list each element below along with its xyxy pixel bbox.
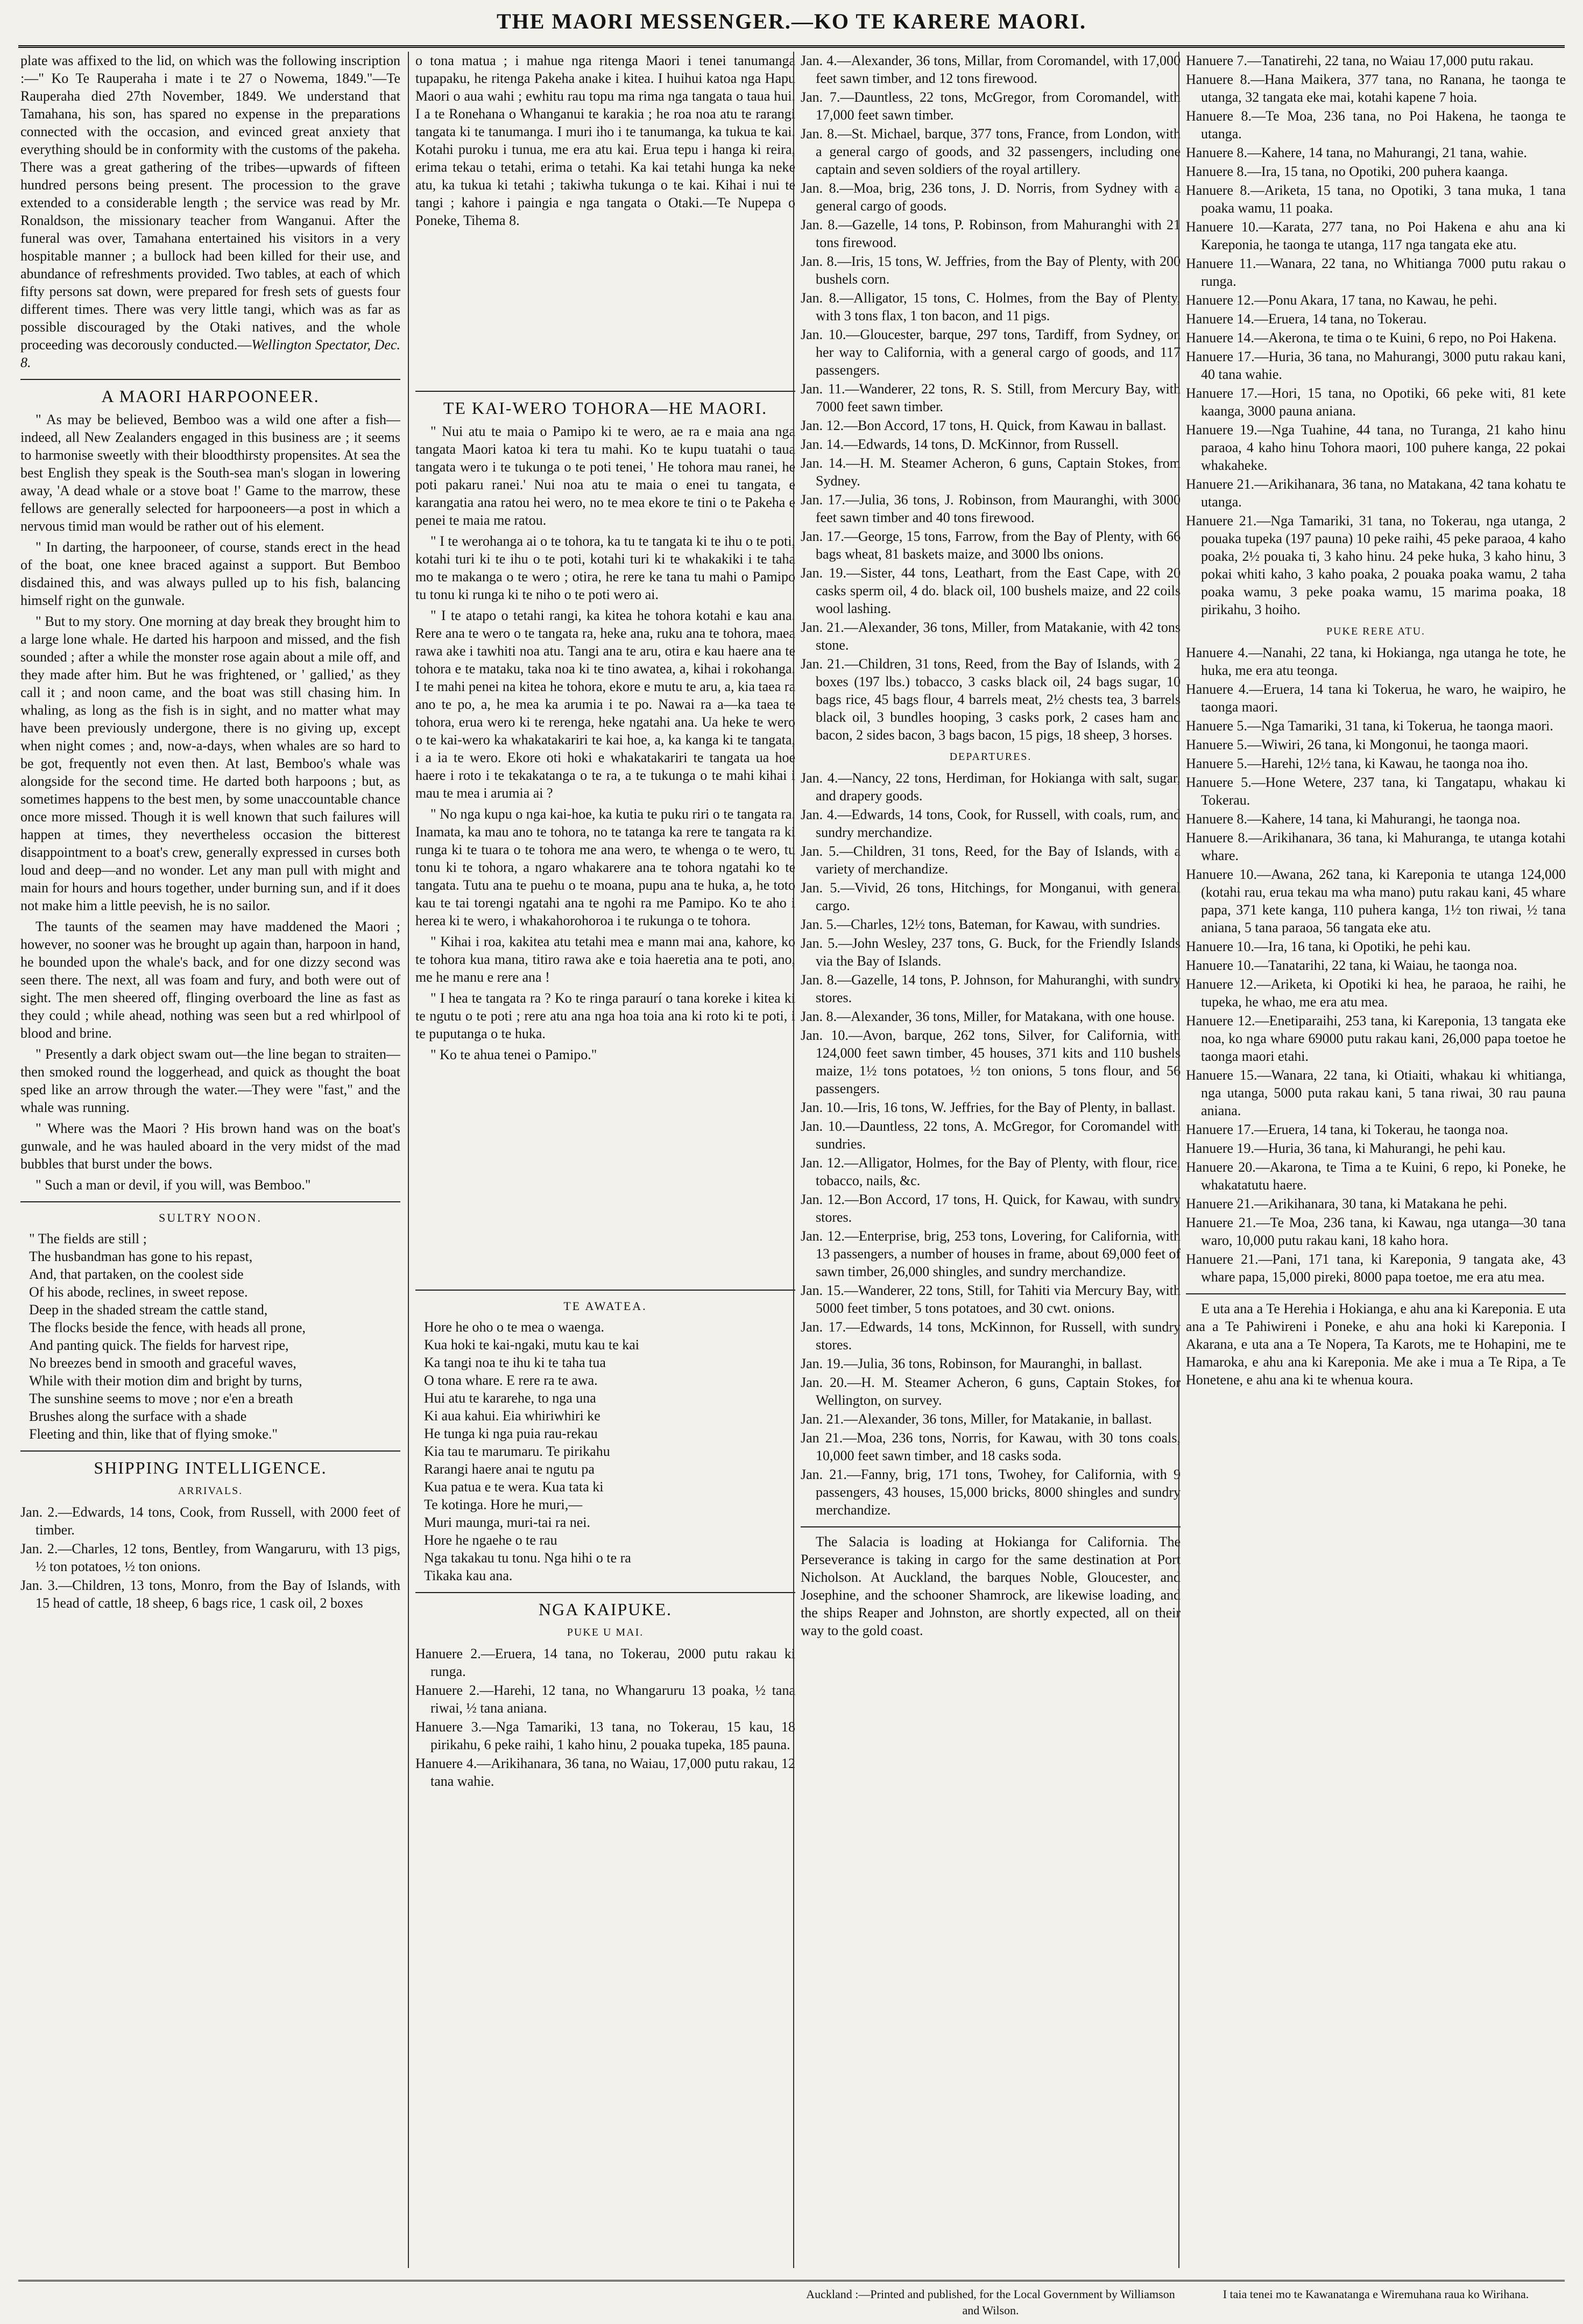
paragraph: " I te atapo o tetahi rangi, ka kitea he tohora kotahi e kau ana. Rere ana te wero o te tangata ra, heke ana, ruku ana te tohora, maea rawa ake i tawhiti noa atu. Tangi ana te aru, otira e kau haere ana te tohora e te mataku, taka noa ki te tino awatea, a, kihai i rokohanga. I te mahi penei na kitea he tohora, ekore e mutu te aru, a, kia taea ra ano te po, a, he mea ka arumia i te po. Nawai ra a—ka taea te tohora, erua wero ki te rerenga, heke ngatahi ana. Ua heke te wero o te kai-wero ka whakatakariri te kai hoe, a, ka kanga ki te tangata, i a ia te wero. Ekore oti hoki e whakatakariri te tangata ua hoe haere i roto i te tekakatanga o te ra, a te tukunga o te mahi kihai i mau te mea i arumia ai ? bbox=[415, 608, 795, 801]
shipping-entry: Jan. 21.—Children, 31 tons, Reed, from the Bay of Islands, with 2 boxes (197 lbs.) tobacco, 3 casks black oil, 24 bags sugar, 10 bags rice, 45 bags flour, 4 barrels meat, 2½ chests tea, 3 barrels black oil, 3 bundles hooping, 3 casks pork, 2 cases ham and bacon, 2 sides bacon, 3 bags bacon, 15 pigs, 18 sheep, 3 horses. bbox=[801, 656, 1181, 743]
shipping-entry: Jan. 5.—John Wesley, 237 tons, G. Buck, for the Friendly Islands via the Bay of Islands. bbox=[801, 935, 1181, 969]
poem bbox=[29, 1230, 400, 1443]
paragraph: " Presently a dark object swam out—the line began to straiten—then smoked round the loggerhead, and quick as thought the boat sped like an arrow through the water.—They were "fast," and the whale was running. bbox=[20, 1046, 400, 1115]
shipping-entry: Hanuere 4.—Arikihanara, 36 tana, no Waiau, 17,000 putu rakau, 12 tana wahie. bbox=[415, 1756, 795, 1789]
poem-line: While with their motion dim and bright by turns, bbox=[29, 1373, 302, 1389]
shipping-entry: Jan. 5.—Children, 31 tons, Reed, for the Bay of Islands, with a variety of merchandize. bbox=[801, 843, 1181, 877]
poem bbox=[424, 1318, 795, 1584]
poem-line: Tikaka kau ana. bbox=[424, 1568, 513, 1583]
shipping-entry: Jan. 8.—Alexander, 36 tons, Miller, for Matakana, with one house. bbox=[801, 1009, 1175, 1024]
imprint-english: Auckland :—Printed and published, for the Local Government by Williamson and Wilson. bbox=[806, 2287, 1175, 2317]
shipping-entry: Jan. 8.—Gazelle, 14 tons, P. Johnson, for Mahuranghi, with sundry stores. bbox=[801, 972, 1181, 1005]
section-title: NGA KAIPUKE. bbox=[539, 1600, 672, 1619]
column-separator bbox=[1178, 52, 1179, 2268]
shipping-entry: Hanuere 5.—Nga Tamariki, 31 tana, ki Tokerua, he taonga maori. bbox=[1186, 718, 1553, 734]
divider bbox=[1186, 1293, 1566, 1294]
shipping-note: E uta ana a Te Herehia i Hokianga, e ahu ana ki Kareponia. E uta ana a Te Pahiwireni i Poneke, e ahu ana hoki ki Kareponia. I Akarana, e uta ana a Te Nopera, Ta Karots, me te Hohapini, me te Hamaroka, e ahu ana ki Kareponia. Me ake i mua a Te Ripa, a Te Honetene, e ahu ana ki te whenua koura. bbox=[1186, 1301, 1566, 1388]
shipping-entry: Jan. 8.—Moa, brig, 236 tons, J. D. Norris, from Sydney with a general cargo of goods. bbox=[801, 180, 1181, 214]
poem-line: Brushes along the surface with a shade bbox=[29, 1409, 247, 1424]
shipping-entry: Jan 21.—Moa, 236 tons, Norris, for Kawau, with 30 tons coals, 10,000 feet sawn timber, and 18 casks soda. bbox=[801, 1430, 1181, 1463]
shipping-entry: Jan. 12.—Alligator, Holmes, for the Bay of Plenty, with flour, rice, tobacco, nails, &c. bbox=[801, 1155, 1181, 1188]
masthead: THE MAORI MESSENGER.—KO TE KARERE MAORI. bbox=[496, 9, 1087, 33]
shipping-entry: Hanuere 8.—Kahere, 14 tana, ki Mahurangi, he taonga noa. bbox=[1186, 811, 1521, 827]
shipping-entry: Jan. 19.—Sister, 44 tons, Leathart, from the East Cape, with 20 casks sperm oil, 4 do. black oil, 100 bushels maize, and 22 coils wool lashing. bbox=[801, 565, 1181, 616]
masthead-rule bbox=[18, 45, 1565, 48]
poem-line: And, that partaken, on the coolest side bbox=[29, 1266, 244, 1282]
shipping-entry: Jan. 10.—Gloucester, barque, 297 tons, Tardiff, from Sydney, on her way to California, with a general cargo of goods, and 117 passengers. bbox=[801, 327, 1181, 378]
shipping-entry: Jan. 5.—Vivid, 26 tons, Hitchings, for Monganui, with general cargo. bbox=[801, 880, 1181, 913]
shipping-entry: Jan. 12.—Bon Accord, 17 tons, H. Quick, for Kawau, with sundry stores. bbox=[801, 1192, 1181, 1225]
column-separator bbox=[793, 52, 794, 2268]
shipping-entry: Hanuere 3.—Nga Tamariki, 13 tana, no Tokerau, 15 kau, 18 pirikahu, 6 peke raihi, 1 kaho hinu, 2 pouaka tupeka, 185 pauna. bbox=[415, 1719, 795, 1752]
shipping-entry: Jan. 11.—Wanderer, 22 tons, R. S. Still, from Mercury Bay, with 7000 feet sawn timber. bbox=[801, 381, 1181, 414]
shipping-entry: Jan. 12.—Enterprise, brig, 253 tons, Lovering, for California, with 13 passengers, a number of houses in frame, about 69,000 feet of sawn timber, 26,000 shingles, and sundry merchandize. bbox=[801, 1228, 1181, 1279]
shipping-entry: Hanuere 12.—Enetiparaihi, 253 tana, ki Kareponia, 13 tangata eke noa, ko nga whare 69000 putu rakau kani, 26,000 papa toetoe he taonga maori etahi. bbox=[1186, 1013, 1566, 1064]
shipping-entry: Hanuere 10.—Karata, 277 tana, no Poi Hakena e ahu ana ki Kareponia, he taonga te utanga, 117 nga tangata eke atu. bbox=[1186, 219, 1566, 252]
shipping-entry: Jan. 10.—Iris, 16 tons, W. Jeffries, for the Bay of Plenty, in ballast. bbox=[801, 1100, 1176, 1115]
poem-line: He tunga ki nga puia rau-rekau bbox=[424, 1426, 598, 1441]
divider bbox=[415, 1592, 795, 1593]
shipping-entry: Hanuere 21.—Nga Tamariki, 31 tana, no Tokerau, nga utanga, 2 pouaka tupeka (197 pauna) 10 peke raihi, 45 peke paraoa, 4 kaho poaka, 2½ pouaka ti, 3 kaho hinu. 24 peke huka, 3 kaho hinu, 3 pokai whiti kaho, 3 kaho poaka, 2 pouaka poaka wamu, 2 taha poaka wamu, 3 peke poaka wamu, 15 marima poaka, 18 pirikahu, 3 hoiho. bbox=[1186, 513, 1566, 617]
shipping-entry: Jan. 12.—Bon Accord, 17 tons, H. Quick, from Kawau in ballast. bbox=[801, 418, 1167, 433]
shipping-entry: Hanuere 15.—Wanara, 22 tana, ki Otiaiti, whakau ki whitianga, nga utanga, 5000 puta rakau kani, 5 tana riwai, 30 rau pauna aniana. bbox=[1186, 1067, 1566, 1118]
poem-line: The sunshine seems to move ; nor e'en a breath bbox=[29, 1391, 293, 1406]
poem-line: Ki aua kahui. Eia whiriwhiri ke bbox=[424, 1408, 600, 1424]
shipping-entry: Hanuere 10.—Awana, 262 tana, ki Kareponia te utanga 124,000 (kotahi rau, erua tekau ma wha mano) putu rakau kani, 45 whare papa, 371 kete kanga, 110 puhera kanga, 1½ ton riwai, ½ tana aniana, 5 tana paraoa, 56 tangata eke atu. bbox=[1186, 867, 1566, 935]
poem-line: Deep in the shaded stream the cattle stand, bbox=[29, 1302, 268, 1318]
divider bbox=[415, 1290, 795, 1291]
shipping-entry: Jan. 17.—George, 15 tons, Farrow, from the Bay of Plenty, with 66 bags wheat, 81 baskets maize, and 3000 lbs onions. bbox=[801, 529, 1181, 562]
poem-line: Ka tangi noa te ihu ki te taha tua bbox=[424, 1355, 606, 1370]
subsection-label: PUKE U MAI. bbox=[567, 1626, 644, 1638]
paragraph: " I te werohanga ai o te tohora, ka tu te tangata ki te ihu o te poti, kotahi turi ki te ihu o te poti, kotahi turi ki te whakakiki i te taha mo te makanga o te wero ; otira, he rere ke tana tu mahi o Pamipo tu tonu ki runga ki te niho o te poti wero ai. bbox=[415, 533, 795, 602]
shipping-entry: Hanuere 17.—Hori, 15 tana, no Opotiki, 66 peke witi, 81 kete kaanga, 3000 pauna aniana. bbox=[1186, 385, 1566, 419]
paragraph: The taunts of the seamen may have maddened the Maori ; however, no sooner was he brought up again than, harpoon in hand, he bounded upon the whale's back, and for one dizzy second was seen there. The next, all was foam and fury, and both were out of sight. The men sheered off, flinging overboard the line as fast as they could ; while ahead, nothing was seen but a red whirlpool of blood and brine. bbox=[20, 919, 400, 1041]
shipping-entry: Hanuere 14.—Akerona, te tima o te Kuini, 6 repo, no Poi Hakena. bbox=[1186, 330, 1557, 346]
poem-line: The flocks beside the fence, with heads all prone, bbox=[29, 1320, 306, 1335]
shipping-entry: Hanuere 10.—Ira, 16 tana, ki Opotiki, he pehi kau. bbox=[1186, 939, 1471, 954]
shipping-entry: Jan. 4.—Edwards, 14 tons, Cook, for Russell, with coals, rum, and sundry merchandize. bbox=[801, 807, 1181, 840]
paragraph: " Kihai i roa, kakitea atu tetahi mea e mann mai ana, kahore, ko te tohora kua mana, titiro rawa ake e toia haeretia ana te poti, ano, me he manu e rere ana ! bbox=[415, 934, 795, 985]
poem-line: Kua patua e te wera. Kua tata ki bbox=[424, 1479, 604, 1495]
shipping-entry: Hanuere 21.—Arikihanara, 30 tana, ki Matakana he pehi. bbox=[1186, 1196, 1508, 1212]
shipping-entry: Jan. 14.—Edwards, 14 tons, D. McKinnor, from Russell. bbox=[801, 436, 1119, 452]
article-text: plate was affixed to the lid, on which was the following inscription :—" Ko Te Rauperaha i mate i te 27 o Nowema, 1849."—Te Rauperaha died 27th November, 1849. We understand that Tamahana, his son, has spared no expense in the preparations connected with the occasion, and evinced great anxiety that everything should be in conformity with the customs of the pakeha. There was a great gathering of the tribes—upwards of fifteen hundred persons being present. The procession to the grave extended to a considerable length ; the service was read by Mr. Ronaldson, the missionary teacher from Wanganui. After the funeral was over, Tamahana entertained his visitors in a very hospitable manner ; a bullock had been killed for their use, and abundance of refreshments provided. Two tables, at each of which fifty persons sat down, were prepared for fresh sets of guests four different times. There was very little tangi, which was as far as possible discouraged by the Otaki natives, and the whole proceeding was decorously conducted.—Wellington Spectator, Dec. 8. bbox=[20, 53, 400, 370]
shipping-entry: Hanuere 11.—Wanara, 22 tana, no Whitianga 7000 putu rakau o runga. bbox=[1186, 256, 1566, 289]
poem-line: The husbandman has gone to his repast, bbox=[29, 1249, 253, 1264]
article-title: TE KAI-WERO TOHORA—HE MAORI. bbox=[443, 398, 768, 418]
shipping-entry: Hanuere 8.—Arikihanara, 36 tana, ki Mahuranga, te utanga kotahi whare. bbox=[1186, 830, 1566, 863]
divider bbox=[801, 1526, 1181, 1527]
paragraph: " As may be believed, Bemboo was a wild one after a fish—indeed, all New Zealanders engaged in this business are ; it seems to harmonise sweetly with their bloodthirsty propensites. At sea the best English they speak is the South-sea man's slogan in lowering away, 'A dead whale or a stove boat !' Game to the marrow, these fellows are generally selected for harpooneers—a post in which a nervous timid man would be rather out of his element. bbox=[20, 412, 400, 534]
imprint-maori: I taia tenei mo te Kawanatanga e Wiremuhana raua ko Wirihana. bbox=[1222, 2287, 1529, 2301]
poem-line: Of his abode, reclines, in sweet repose. bbox=[29, 1284, 248, 1300]
shipping-entry: Hanuere 21.—Te Moa, 236 tana, ki Kawau, nga utanga—30 tana waro, 10,000 putu rakau kani, 18 kaho hora. bbox=[1186, 1215, 1566, 1248]
poem-line: Hore he ngaehe o te rau bbox=[424, 1532, 557, 1548]
shipping-entry: Hanuere 8.—Kahere, 14 tana, no Mahurangi, 21 tana, wahie. bbox=[1186, 145, 1527, 160]
shipping-entry: Hanuere 8.—Te Moa, 236 tana, no Poi Hakena, he taonga te utanga. bbox=[1186, 108, 1566, 142]
shipping-entry: Hanuere 21.—Pani, 171 tana, ki Kareponia, 9 tangata ake, 43 whare papa, 15,000 pireki, 8000 papa toetoe, me era atu mea. bbox=[1186, 1251, 1566, 1285]
shipping-entry: Jan. 15.—Wanderer, 22 tons, Still, for Tahiti via Mercury Bay, with 5000 feet timber, 5 tons potatoes, and 30 cwt. onions. bbox=[801, 1283, 1181, 1316]
shipping-entry: Hanuere 8.—Ariketa, 15 tana, no Opotiki, 3 tana muka, 1 tana poaka wamu, 11 poaka. bbox=[1186, 182, 1566, 216]
shipping-note: The Salacia is loading at Hokianga for California. The Perseverance is taking in cargo for the same destination at Port Nicholson. At Auckland, the barques Noble, Gloucester, and Josephine, and the schooner Shamrock, are likewise loading, and the ships Reaper and Johnston, are shortly expected, all on their way to the gold coast. bbox=[801, 1534, 1181, 1638]
shipping-entry: Hanuere 2.—Eruera, 14 tana, no Tokerau, 2000 putu rakau ki runga. bbox=[415, 1646, 795, 1679]
shipping-entry: Hanuere 7.—Tanatirehi, 22 tana, no Waiau 17,000 putu rakau. bbox=[1186, 53, 1534, 68]
shipping-entry: Hanuere 19.—Nga Tuahine, 44 tana, no Turanga, 21 kaho hinu paraoa, 4 kaho hinu Tohora maori, 100 puhere kanga, 22 pokai whakaheke. bbox=[1186, 422, 1566, 473]
paragraph: " Ko te ahua tenei o Pamipo." bbox=[430, 1047, 597, 1062]
shipping-entry: Jan. 4.—Alexander, 36 tons, Millar, from Coromandel, with 17,000 feet sawn timber, and 12 tons firewood. bbox=[801, 53, 1181, 86]
shipping-entry: Jan. 8.—St. Michael, barque, 377 tons, France, from London, with a general cargo of goods, and 32 passengers, including one captain and seven soldiers of the royal artillery. bbox=[801, 126, 1181, 177]
poem-line: O tona whare. E rere ra te awa. bbox=[424, 1372, 598, 1388]
poem-line: Fleeting and thin, like that of flying smoke." bbox=[29, 1426, 278, 1442]
subsection-label: PUKE RERE ATU. bbox=[1326, 625, 1426, 637]
poem-line: Rarangi haere anai te ngutu pa bbox=[424, 1461, 595, 1477]
shipping-entry: Jan. 5.—Charles, 12½ tons, Bateman, for Kawau, with sundries. bbox=[801, 917, 1161, 932]
shipping-entry: Jan. 8.—Gazelle, 14 tons, P. Robinson, from Mahuranghi with 21 tons firewood. bbox=[801, 217, 1181, 250]
shipping-entry: Jan. 8.—Iris, 15 tons, W. Jeffries, from the Bay of Plenty, with 200 bushels corn. bbox=[801, 253, 1181, 287]
poem-line: Kua hoki te kai-ngaki, mutu kau te kai bbox=[424, 1337, 640, 1353]
shipping-entry: Hanuere 17.—Huria, 36 tana, no Mahurangi, 3000 putu rakau kani, 40 tana wahie. bbox=[1186, 349, 1566, 382]
poem-line: Hui atu te kararehe, to nga una bbox=[424, 1390, 596, 1406]
subsection-label: ARRIVALS. bbox=[178, 1485, 243, 1497]
shipping-entry: Jan. 3.—Children, 13 tons, Monro, from the Bay of Islands, with 15 head of cattle, 18 sheep, 6 bags rice, 1 cask oil, 2 boxes bbox=[20, 1577, 400, 1611]
shipping-entry: Hanuere 12.—Ariketa, ki Opotiki ki hea, he paraoa, he raihi, he tupeka, he whao, me era atu mea. bbox=[1186, 976, 1566, 1010]
column-1 bbox=[20, 52, 400, 2264]
article-text: o tona matua ; i mahue nga ritenga Maori i tenei tanumanga tupapaku, he ritenga Pakeha anake i kitea. I huihui katoa nga Hapu Maori o aua wahi ; ewhitu rau topu ma rima nga tangata o taua hui. I a te Ronehana o Whanganui te karakia ; he roa noa atu te rarangi tangata ki te tanumanga. I muri iho i te tanumanga, ka tukua te kai. Kotahi puroku i tunua, me era atu kai. Erua tepu i hanga ki reira, erima tekau o tetahi, erima o tetahi. Ka kai tetahi hunga ka neke atu, ka tukua ki tetahi ; takiwha tukunga o te kai. Kihai i nui te tangi ; kahore i paingia e nga tangata o Otaki.—Te Nupepa o Poneke, Tihema 8. bbox=[415, 53, 795, 228]
poem-title: TE AWATEA. bbox=[563, 1299, 647, 1313]
poem-line: No breezes bend in smooth and graceful waves, bbox=[29, 1355, 296, 1371]
shipping-entry: Jan. 17.—Julia, 36 tons, J. Robinson, from Mauranghi, with 3000 feet sawn timber and 40 tons firewood. bbox=[801, 492, 1181, 525]
shipping-entry: Hanuere 8.—Hana Maikera, 377 tana, no Ranana, he taonga te utanga, 32 tangata eke mai, kotahi kapene 7 hoia. bbox=[1186, 72, 1566, 105]
article-title: A MAORI HARPOONEER. bbox=[101, 386, 320, 406]
subsection-label: DEPARTURES. bbox=[949, 751, 1032, 763]
column-separator bbox=[408, 52, 409, 2268]
shipping-entry: Jan. 4.—Nancy, 22 tons, Herdiman, for Hokianga with salt, sugar, and drapery goods. bbox=[801, 770, 1181, 804]
poem-title: SULTRY NOON. bbox=[158, 1211, 263, 1224]
poem-line: Kia tau te marumaru. Te pirikahu bbox=[424, 1443, 610, 1459]
shipping-entry: Hanuere 10.—Tanatarihi, 22 tana, ki Waiau, he taonga noa. bbox=[1186, 957, 1517, 973]
column-2 bbox=[415, 52, 795, 2264]
shipping-entry: Hanuere 17.—Eruera, 14 tana, ki Tokerau, he taonga noa. bbox=[1186, 1122, 1509, 1137]
divider bbox=[20, 379, 400, 380]
shipping-entry: Jan. 19.—Julia, 36 tons, Robinson, for Mauranghi, in ballast. bbox=[801, 1356, 1142, 1371]
shipping-entry: Jan. 10.—Dauntless, 22 tons, A. McGregor, for Coromandel with sundries. bbox=[801, 1118, 1181, 1152]
divider bbox=[20, 1450, 400, 1452]
poem-line: " The fields are still ; bbox=[29, 1231, 147, 1246]
divider bbox=[415, 391, 795, 392]
shipping-entry: Jan. 21.—Alexander, 36 tons, Miller, for Matakanie, in ballast. bbox=[801, 1411, 1152, 1427]
shipping-entry: Jan. 2.—Edwards, 14 tons, Cook, from Russell, with 2000 feet of timber. bbox=[20, 1504, 400, 1538]
shipping-entry: Hanuere 5.—Harehi, 12½ tana, ki Kawau, he taonga noa iho. bbox=[1186, 756, 1529, 771]
shipping-entry: Hanuere 21.—Arikihanara, 36 tana, no Matakana, 42 tana kohatu te utanga. bbox=[1186, 476, 1566, 510]
shipping-entry: Jan. 7.—Dauntless, 22 tons, McGregor, from Coromandel, with 17,000 feet sawn timber. bbox=[801, 89, 1181, 123]
shipping-entry: Hanuere 4.—Eruera, 14 tana ki Tokerua, he waro, he waipiro, he taonga maori. bbox=[1186, 681, 1566, 715]
paragraph: " But to my story. One morning at day break they brought him to a large lone whale. He darted his harpoon and missed, and the fish sounded ; after a while the monster rose again about a mile off, and they made after him. But he was frightened, or ' gallied,' as they call it ; and noon came, and the boat was still chasing him. In whaling, as long as the fish is in sight, and no matter what may have been previously undergone, there is no giving up, except when night comes ; and, now-a-days, when whales are so hard to be got, frequently not even then. At last, Bemboo's whale was alongside for the second time. He darted both harpoons ; but, as sometimes happens to the best men, by some unaccountable chance once more missed. Though it is well known that such failures will happen at times, they nevertheless occasion the bitterest disappointment to a boat's crew, generally expressed in curses both loud and deep—and no wonder. Let any man pull with might and main for hours and hours together, under burning sun, and if it does not make him a little peevish, he is no sailor. bbox=[20, 614, 400, 913]
shipping-entry: Jan. 17.—Edwards, 14 tons, McKinnon, for Russell, with sundry stores. bbox=[801, 1319, 1181, 1353]
shipping-entry: Jan. 10.—Avon, barque, 262 tons, Silver, for California, with 124,000 feet sawn timber, 45 houses, 371 kits and 110 bushels maize, 1½ tons potatoes, ½ ton onions, 5 tons flour, and 56 passengers. bbox=[801, 1027, 1181, 1096]
shipping-entry: Hanuere 12.—Ponu Akara, 17 tana, no Kawau, he pehi. bbox=[1186, 292, 1497, 308]
shipping-entry: Jan. 21.—Alexander, 36 tons, Miller, from Matakanie, with 42 tons stone. bbox=[801, 619, 1181, 653]
paragraph: " I hea te tangata ra ? Ko te ringa paraurí o tana koreke i kitea ki te ngutu o te poti ; rere atu ana nga hoa toia ana ki roto ki te poti, i te puputanga o te huka. bbox=[415, 990, 795, 1041]
paragraph: " In darting, the harpooneer, of course, stands erect in the head of the boat, one knee braced against a support. But Bemboo disdained this, and was always pulled up to his fish, balancing himself right on the gunwale. bbox=[20, 539, 400, 608]
shipping-entry: Jan. 2.—Charles, 12 tons, Bentley, from Wangaruru, with 13 pigs, ½ ton potatoes, ½ ton onions. bbox=[20, 1541, 400, 1574]
poem-line: And panting quick. The fields for harvest ripe, bbox=[29, 1337, 289, 1353]
divider bbox=[20, 1201, 400, 1202]
footer-rule bbox=[18, 2280, 1565, 2281]
shipping-entry: Hanuere 8.—Ira, 15 tana, no Opotiki, 200 puhera kaanga. bbox=[1186, 164, 1508, 179]
shipping-entry: Hanuere 4.—Nanahi, 22 tana, ki Hokianga, nga utanga he tote, he huka, me era atu teonga. bbox=[1186, 645, 1566, 678]
shipping-entry: Hanuere 19.—Huria, 36 tana, ki Mahurangi, he pehi kau. bbox=[1186, 1140, 1506, 1156]
poem-line: Te kotinga. Hore he muri,— bbox=[424, 1497, 583, 1512]
shipping-entry: Jan. 14.—H. M. Steamer Acheron, 6 guns, Captain Stokes, from Sydney. bbox=[801, 455, 1181, 489]
shipping-entry: Jan. 21.—Fanny, brig, 171 tons, Twohey, for California, with 9 passengers, 43 houses, 15,000 bricks, 8000 shingles and sundry merchandize. bbox=[801, 1467, 1181, 1518]
shipping-entry: Hanuere 20.—Akarona, te Tima a te Kuini, 6 repo, ki Poneke, he whakatatutu haere. bbox=[1186, 1159, 1566, 1193]
poem-line: Hore he oho o te mea o waenga. bbox=[424, 1319, 604, 1335]
column-3 bbox=[801, 52, 1181, 2264]
paragraph: " Such a man or devil, if you will, was Bemboo." bbox=[36, 1177, 311, 1193]
paragraph: " Where was the Maori ? His brown hand was on the boat's gunwale, and he was hauled aboard in the very midst of the mad bubbles that burst under the bows. bbox=[20, 1121, 400, 1172]
shipping-entry: Hanuere 14.—Eruera, 14 tana, no Tokerau. bbox=[1186, 311, 1427, 327]
shipping-entry: Hanuere 5.—Wiwiri, 26 tana, ki Mongonui, he taonga maori. bbox=[1186, 737, 1529, 752]
poem-line: Muri maunga, muri-tai ra nei. bbox=[424, 1515, 591, 1530]
section-title: SHIPPING INTELLIGENCE. bbox=[94, 1458, 327, 1477]
paragraph: " Nui atu te maia o Pamipo ki te wero, ae ra e maia ana nga tangata Maori katoa ki tera tu mahi. Ko te kupu tuatahi o taua tangata wero i te tukunga o te poti tenei, ' He tohora mau ranei, he poti pakaru ranei.' Nui noa atu te maia o enei tu tangata, e karangatia ana ratou hei wero, no te mea ekore te tini o te Pakeha e penei te maia me ratou. bbox=[415, 424, 795, 528]
shipping-entry: Jan. 20.—H. M. Steamer Acheron, 6 guns, Captain Stokes, for Wellington, on survey. bbox=[801, 1375, 1181, 1408]
shipping-entry: Hanuere 5.—Hone Wetere, 237 tana, ki Tangatapu, whakau ki Tokerau. bbox=[1186, 774, 1566, 808]
shipping-entry: Hanuere 2.—Harehi, 12 tana, no Whangaruru 13 poaka, ½ tana riwai, ½ tana aniana. bbox=[415, 1682, 795, 1716]
paragraph: " No nga kupu o nga kai-hoe, ka kutia te puku riri o te tangata ra. Inamata, ka mau ano te tohora, no te tatanga ka rere te tangata ra ki runga ki te tuara o te tohora me ana wero, te whenga o te wero, tu tonu ki te tohora, a ngaro whakarere ana te tohora ngatahi ko te tangata. Tutu ana te puehu o te moana, pupu ana te huka, a, he toto kau te tai torengi ngatahi ana te ngohi ra me Pamipo. Ko te aho i herea ki te wero, i whakahorohoroa i te rukunga o te tohora. bbox=[415, 806, 795, 928]
shipping-entry: Jan. 8.—Alligator, 15 tons, C. Holmes, from the Bay of Plenty, with 3 tons flax, 1 ton bacon, and 11 pigs. bbox=[801, 290, 1181, 323]
column-4 bbox=[1186, 52, 1566, 2264]
poem-line: Nga takakau tu tonu. Nga hihi o te ra bbox=[424, 1550, 631, 1566]
